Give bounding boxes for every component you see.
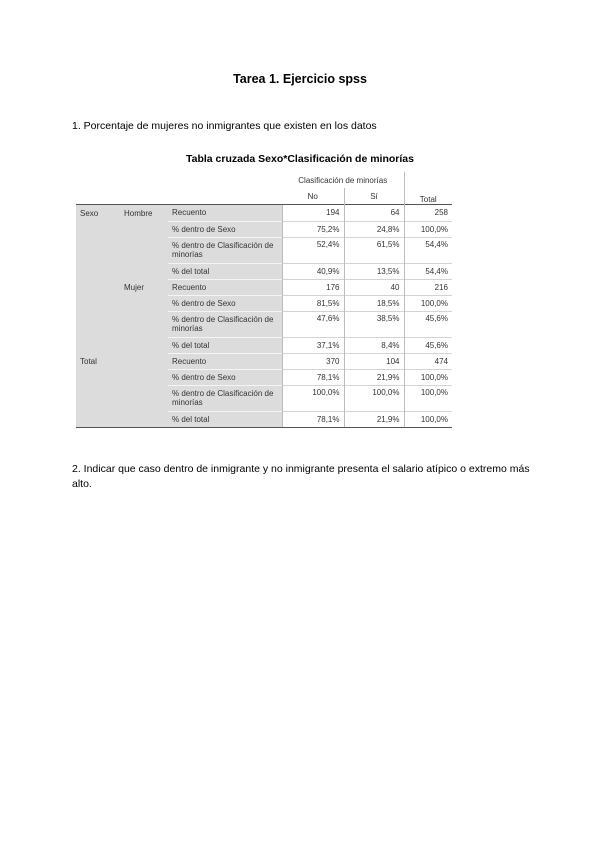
table-row: [76, 237, 452, 263]
cell-no: 370: [282, 353, 344, 369]
table-row: [76, 337, 452, 353]
table-row: [76, 369, 452, 385]
cell-total: 100,0%: [404, 221, 452, 237]
cell-si: 18,5%: [344, 295, 404, 311]
col-header-no: No: [307, 191, 318, 201]
col-group-header: Clasificación de minorías: [298, 175, 388, 185]
cell-si: 21,9%: [344, 369, 404, 385]
measure-label: % dentro de Sexo: [168, 369, 282, 385]
table-row: [76, 263, 452, 279]
measure-label: % dentro de Clasificación de minorías: [168, 237, 282, 263]
col-header-total: Total: [404, 188, 452, 205]
cell-total: 216: [404, 279, 452, 295]
col-header-si: Sí: [344, 188, 404, 205]
cell-total: 100,0%: [404, 295, 452, 311]
cell-total: 54,4%: [404, 263, 452, 279]
var-label: Sexo: [80, 208, 99, 218]
document-title: Tarea 1. Ejercicio spss: [233, 72, 367, 86]
measure-label: % dentro de Clasificación de minorías: [168, 385, 282, 411]
measure-label: % dentro de Sexo: [168, 221, 282, 237]
cell-si: 21,9%: [344, 411, 404, 428]
measure-label: % del total: [168, 411, 282, 428]
cell-total: 258: [404, 205, 452, 222]
cell-no: 37,1%: [282, 337, 344, 353]
group-label: Mujer: [124, 282, 145, 292]
measure-label: Recuento: [168, 205, 282, 222]
measure-label: Recuento: [168, 353, 282, 369]
cell-si: 104: [344, 353, 404, 369]
table-row: [76, 205, 452, 222]
cell-no: 47,6%: [282, 311, 344, 337]
cell-no: 78,1%: [282, 369, 344, 385]
cell-no: 75,2%: [282, 221, 344, 237]
measure-label: % del total: [168, 263, 282, 279]
cell-si: 38,5%: [344, 311, 404, 337]
measure-label: % del total: [168, 337, 282, 353]
cell-no: 40,9%: [282, 263, 344, 279]
crosstab-body: [76, 205, 452, 428]
cell-si: 61,5%: [344, 237, 404, 263]
cell-total: 54,4%: [404, 237, 452, 263]
cell-si: 64: [344, 205, 404, 222]
cell-si: 13,5%: [344, 263, 404, 279]
cell-no: 194: [282, 205, 344, 222]
measure-label: % dentro de Clasificación de minorías: [168, 311, 282, 337]
measure-label: % dentro de Sexo: [168, 295, 282, 311]
cell-no: 176: [282, 279, 344, 295]
table-row: [76, 385, 452, 411]
group-label: Hombre: [124, 208, 153, 218]
cell-total: 100,0%: [404, 369, 452, 385]
table-row: [76, 353, 452, 369]
crosstab-table: [76, 172, 452, 428]
cell-si: 8,4%: [344, 337, 404, 353]
cell-si: 24,8%: [344, 221, 404, 237]
cell-total: 45,6%: [404, 337, 452, 353]
cell-no: 81,5%: [282, 295, 344, 311]
total-label: Total: [80, 356, 97, 366]
cell-no: 100,0%: [282, 385, 344, 411]
cell-total: 474: [404, 353, 452, 369]
table-row: [76, 221, 452, 237]
cell-total: 45,6%: [404, 311, 452, 337]
table-row: [76, 279, 452, 295]
cell-si: 100,0%: [344, 385, 404, 411]
table-row: [76, 295, 452, 311]
cell-no: 52,4%: [282, 237, 344, 263]
cell-si: 40: [344, 279, 404, 295]
cell-no: 78,1%: [282, 411, 344, 428]
table-row: [76, 311, 452, 337]
cell-total: 100,0%: [404, 385, 452, 411]
question-1: 1. Porcentaje de mujeres no inmigrantes que existen en los datos: [72, 120, 377, 132]
table-title: Tabla cruzada Sexo*Clasificación de minorías: [186, 153, 414, 165]
cell-total: 100,0%: [404, 411, 452, 428]
question-2: 2. Indicar que caso dentro de inmigrante y no inmigrante presenta el salario atípico o extremo más alto.: [72, 463, 530, 490]
table-row: [76, 411, 452, 428]
measure-label: Recuento: [168, 279, 282, 295]
